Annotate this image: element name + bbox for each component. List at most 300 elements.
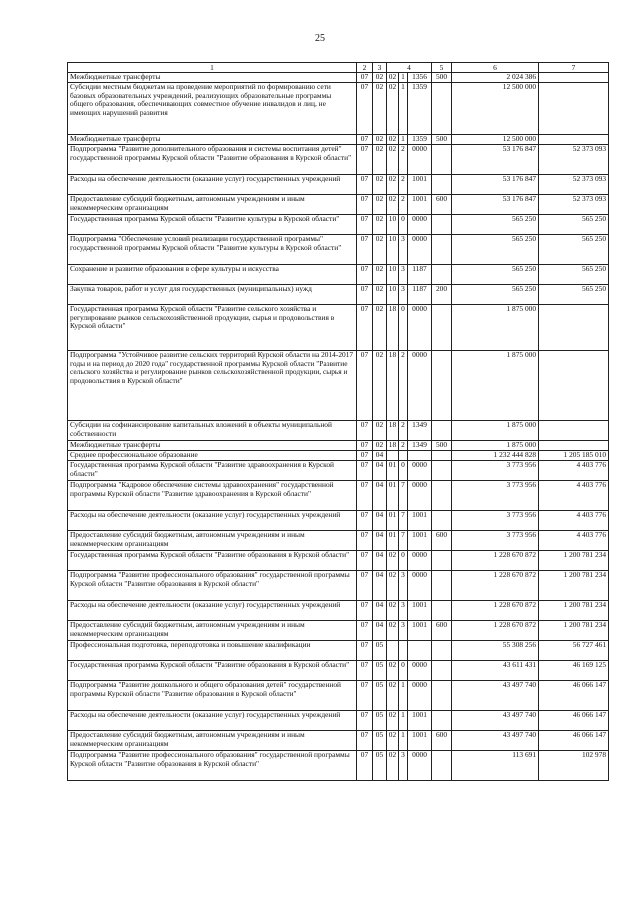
row-subprogram: 7 [399, 511, 408, 531]
row-direction: 1001 [408, 621, 432, 641]
row-expense-type [432, 351, 452, 421]
row-amount-year2: 1 200 781 234 [539, 551, 609, 571]
row-subsection: 02 [373, 305, 387, 351]
row-program: 02 [387, 731, 399, 751]
row-subsection: 02 [373, 135, 387, 145]
row-program: 10 [387, 265, 399, 285]
table-row [68, 175, 609, 195]
row-amount-year1: 43 611 431 [452, 661, 539, 681]
row-name: Подпрограмма "Развитие дошкольного и общего образования детей" государственной программы Курской области "Развитие образования в Курской области" [68, 681, 357, 711]
row-section: 07 [357, 195, 373, 215]
row-subsection: 02 [373, 215, 387, 235]
row-amount-year1: 565 250 [452, 265, 539, 285]
row-program: 10 [387, 215, 399, 235]
row-amount-year1: 1 875 000 [452, 441, 539, 451]
table-row [68, 215, 609, 235]
row-subprogram [399, 451, 408, 461]
row-section: 07 [357, 571, 373, 601]
table-row [68, 571, 609, 601]
row-amount-year1: 1 228 670 872 [452, 551, 539, 571]
row-amount-year1: 565 250 [452, 235, 539, 265]
row-subprogram: 3 [399, 751, 408, 781]
row-amount-year2: 52 373 093 [539, 195, 609, 215]
row-amount-year1: 43 497 740 [452, 711, 539, 731]
row-name: Подпрограмма "Развитие профессионального образования" государственной программы Курской области "Развитие образования в Курской области" [68, 751, 357, 781]
row-direction: 1349 [408, 441, 432, 451]
row-program: 01 [387, 531, 399, 551]
row-program: 01 [387, 481, 399, 511]
row-amount-year2: 4 403 776 [539, 481, 609, 511]
row-subprogram: 0 [399, 305, 408, 351]
row-expense-type [432, 215, 452, 235]
row-subprogram: 7 [399, 481, 408, 511]
row-amount-year1: 3 773 956 [452, 481, 539, 511]
row-subprogram: 0 [399, 551, 408, 571]
row-section: 07 [357, 621, 373, 641]
row-section: 07 [357, 751, 373, 781]
row-section: 07 [357, 451, 373, 461]
row-program: 10 [387, 235, 399, 265]
row-program [387, 451, 399, 461]
row-section: 07 [357, 235, 373, 265]
table-row [68, 351, 609, 421]
row-amount-year1: 53 176 847 [452, 195, 539, 215]
row-program: 02 [387, 711, 399, 731]
row-subsection: 05 [373, 641, 387, 661]
row-amount-year1: 113 691 [452, 751, 539, 781]
row-expense-type [432, 175, 452, 195]
header-col-6: 6 [452, 63, 539, 73]
row-name: Подпрограмма "Развитие дополнительного образования и системы воспитания детей" государственной программы Курской области "Развитие образования в Курской области" [68, 145, 357, 175]
row-amount-year2 [539, 351, 609, 421]
table-row [68, 661, 609, 681]
row-subprogram [399, 641, 408, 661]
row-amount-year2: 46 066 147 [539, 711, 609, 731]
row-subsection: 05 [373, 661, 387, 681]
row-name: Субсидии на софинансирование капитальных вложений в объекты муниципальной собственности [68, 421, 357, 441]
row-subprogram: 2 [399, 441, 408, 451]
row-subprogram: 1 [399, 731, 408, 751]
row-amount-year1: 3 773 956 [452, 531, 539, 551]
table-row [68, 731, 609, 751]
row-subprogram: 2 [399, 175, 408, 195]
row-name: Сохранение и развитие образования в сфере культуры и искусства [68, 265, 357, 285]
table-row [68, 135, 609, 145]
row-amount-year2: 4 403 776 [539, 531, 609, 551]
row-subprogram: 3 [399, 571, 408, 601]
row-name: Закупка товаров, работ и услуг для государственных (муниципальных) нужд [68, 285, 357, 305]
row-section: 07 [357, 351, 373, 421]
table-row [68, 305, 609, 351]
row-amount-year1: 3 773 956 [452, 511, 539, 531]
row-subsection: 02 [373, 421, 387, 441]
row-expense-type: 500 [432, 135, 452, 145]
row-direction: 0000 [408, 145, 432, 175]
row-amount-year1: 1 228 670 872 [452, 571, 539, 601]
row-direction: 0000 [408, 461, 432, 481]
row-subprogram: 7 [399, 531, 408, 551]
row-name: Государственная программа Курской области "Развитие культуры в Курской области" [68, 215, 357, 235]
row-direction: 1001 [408, 531, 432, 551]
row-section: 07 [357, 531, 373, 551]
table-body [68, 73, 609, 781]
row-expense-type [432, 451, 452, 461]
row-amount-year2 [539, 83, 609, 135]
row-amount-year2 [539, 135, 609, 145]
row-expense-type [432, 461, 452, 481]
table-row [68, 441, 609, 451]
row-amount-year2: 46 066 147 [539, 731, 609, 751]
row-program: 02 [387, 661, 399, 681]
row-expense-type: 200 [432, 285, 452, 305]
row-subsection: 04 [373, 481, 387, 511]
row-amount-year2: 565 250 [539, 235, 609, 265]
row-subsection: 02 [373, 195, 387, 215]
table-row [68, 641, 609, 661]
row-direction: 1001 [408, 511, 432, 531]
row-section: 07 [357, 641, 373, 661]
row-program: 02 [387, 571, 399, 601]
row-section: 07 [357, 421, 373, 441]
row-expense-type [432, 145, 452, 175]
table-row [68, 145, 609, 175]
row-subsection: 05 [373, 731, 387, 751]
row-section: 07 [357, 481, 373, 511]
row-subsection: 02 [373, 83, 387, 135]
row-expense-type [432, 681, 452, 711]
table-row [68, 531, 609, 551]
table-row [68, 681, 609, 711]
header-col-7: 7 [539, 63, 609, 73]
table-row [68, 235, 609, 265]
row-program: 10 [387, 285, 399, 305]
row-amount-year1: 3 773 956 [452, 461, 539, 481]
row-amount-year1: 2 024 386 [452, 73, 539, 83]
row-subprogram: 2 [399, 195, 408, 215]
row-subprogram: 0 [399, 215, 408, 235]
row-amount-year2 [539, 441, 609, 451]
row-section: 07 [357, 83, 373, 135]
row-amount-year1: 1 875 000 [452, 305, 539, 351]
row-direction: 1359 [408, 135, 432, 145]
row-program: 02 [387, 83, 399, 135]
row-expense-type [432, 511, 452, 531]
row-subsection: 02 [373, 265, 387, 285]
row-direction: 0000 [408, 681, 432, 711]
row-program: 18 [387, 351, 399, 421]
row-direction: 1001 [408, 601, 432, 621]
row-subsection: 02 [373, 175, 387, 195]
row-amount-year2: 56 727 461 [539, 641, 609, 661]
row-section: 07 [357, 305, 373, 351]
row-name: Межбюджетные трансферты [68, 135, 357, 145]
row-subsection: 05 [373, 711, 387, 731]
row-subsection: 04 [373, 621, 387, 641]
row-name: Предоставление субсидий бюджетным, автономным учреждениям и иным некоммерческим организациям [68, 195, 357, 215]
row-direction: 0000 [408, 661, 432, 681]
row-subprogram: 1 [399, 681, 408, 711]
row-subsection: 04 [373, 531, 387, 551]
row-subprogram: 0 [399, 461, 408, 481]
table-row [68, 711, 609, 731]
row-direction: 0000 [408, 305, 432, 351]
row-expense-type [432, 235, 452, 265]
row-subprogram: 2 [399, 421, 408, 441]
row-expense-type [432, 571, 452, 601]
row-subsection: 02 [373, 73, 387, 83]
row-program: 02 [387, 73, 399, 83]
row-name: Предоставление субсидий бюджетным, автономным учреждениям и иным некоммерческим организациям [68, 531, 357, 551]
header-col-3: 3 [373, 63, 387, 73]
row-subsection: 02 [373, 235, 387, 265]
row-section: 07 [357, 681, 373, 711]
row-name: Расходы на обеспечение деятельности (оказание услуг) государственных учреждений [68, 511, 357, 531]
row-amount-year1: 1 875 000 [452, 421, 539, 441]
row-name: Расходы на обеспечение деятельности (оказание услуг) государственных учреждений [68, 601, 357, 621]
row-name: Государственная программа Курской области "Развитие сельского хозяйства и регулирование рынков сельскохозяйственной продукции, сырья и продовольствия в Курской области" [68, 305, 357, 351]
row-section: 07 [357, 551, 373, 571]
row-name: Подпрограмма "Развитие профессионального образования" государственной программы Курской области "Развитие образования в Курской области" [68, 571, 357, 601]
row-amount-year2: 1 205 185 010 [539, 451, 609, 461]
row-name: Предоставление субсидий бюджетным, автономным учреждениям и иным некоммерческим организациям [68, 731, 357, 751]
row-name: Расходы на обеспечение деятельности (оказание услуг) государственных учреждений [68, 711, 357, 731]
table-row [68, 73, 609, 83]
table-row [68, 285, 609, 305]
row-program: 02 [387, 145, 399, 175]
row-subprogram: 2 [399, 145, 408, 175]
row-program: 18 [387, 421, 399, 441]
row-section: 07 [357, 285, 373, 305]
row-expense-type [432, 601, 452, 621]
row-amount-year1: 55 308 256 [452, 641, 539, 661]
row-direction: 1187 [408, 265, 432, 285]
row-expense-type: 600 [432, 195, 452, 215]
row-section: 07 [357, 145, 373, 175]
row-amount-year2: 1 200 781 234 [539, 621, 609, 641]
row-amount-year1: 1 228 670 872 [452, 601, 539, 621]
row-section: 07 [357, 265, 373, 285]
row-name: Межбюджетные трансферты [68, 441, 357, 451]
row-amount-year2: 102 978 [539, 751, 609, 781]
row-direction: 1187 [408, 285, 432, 305]
row-program [387, 641, 399, 661]
row-section: 07 [357, 601, 373, 621]
row-amount-year2: 46 169 125 [539, 661, 609, 681]
row-direction: 0000 [408, 351, 432, 421]
row-section: 07 [357, 731, 373, 751]
table-row [68, 511, 609, 531]
row-expense-type: 500 [432, 441, 452, 451]
row-direction: 0000 [408, 751, 432, 781]
row-subprogram: 2 [399, 351, 408, 421]
row-amount-year2: 52 373 093 [539, 175, 609, 195]
row-subsection: 02 [373, 441, 387, 451]
row-subsection: 04 [373, 461, 387, 481]
row-expense-type [432, 265, 452, 285]
row-program: 18 [387, 305, 399, 351]
row-amount-year1: 43 497 740 [452, 731, 539, 751]
row-amount-year2: 565 250 [539, 265, 609, 285]
row-expense-type [432, 711, 452, 731]
row-subsection: 05 [373, 751, 387, 781]
table-row [68, 83, 609, 135]
row-direction: 0000 [408, 571, 432, 601]
row-amount-year2: 52 373 093 [539, 145, 609, 175]
row-expense-type: 500 [432, 73, 452, 83]
row-expense-type [432, 551, 452, 571]
row-amount-year2: 46 066 147 [539, 681, 609, 711]
row-name: Межбюджетные трансферты [68, 73, 357, 83]
row-name: Расходы на обеспечение деятельности (оказание услуг) государственных учреждений [68, 175, 357, 195]
row-program: 02 [387, 195, 399, 215]
row-name: Субсидии местным бюджетам на проведение мероприятий по формированию сети базовых образовательных учреждений, реализующих образовательные программы общего образования, обеспечивающих совместное обучение инвалидов и лиц, не имеющих нарушений развития [68, 83, 357, 135]
row-program: 02 [387, 681, 399, 711]
table-row [68, 421, 609, 441]
row-direction [408, 451, 432, 461]
row-amount-year1: 12 500 000 [452, 135, 539, 145]
row-subprogram: 3 [399, 285, 408, 305]
row-program: 01 [387, 511, 399, 531]
row-direction: 1001 [408, 711, 432, 731]
row-subsection: 04 [373, 451, 387, 461]
row-program: 18 [387, 441, 399, 451]
row-section: 07 [357, 215, 373, 235]
row-name: Подпрограмма "Обеспечение условий реализации государственной программы" государственной программы Курской области "Развитие культуры в Курской области" [68, 235, 357, 265]
table-header-row [68, 63, 609, 73]
row-section: 07 [357, 73, 373, 83]
table-row [68, 601, 609, 621]
row-amount-year2: 565 250 [539, 285, 609, 305]
table-row [68, 621, 609, 641]
row-expense-type [432, 83, 452, 135]
row-amount-year2: 4 403 776 [539, 511, 609, 531]
row-program: 02 [387, 175, 399, 195]
row-section: 07 [357, 711, 373, 731]
row-name: Подпрограмма "Устойчивое развитие сельских территорий Курской области на 2014-2017 годы и на период до 2020 года" государственной программы Курской области "Развитие сельского хозяйства и регулирование рынков сельскохозяйственной продукции, сырья и продовольствия в Курской области" [68, 351, 357, 421]
row-amount-year2 [539, 421, 609, 441]
row-subsection: 02 [373, 145, 387, 175]
row-amount-year2 [539, 73, 609, 83]
table-row [68, 551, 609, 571]
row-amount-year1: 1 232 444 828 [452, 451, 539, 461]
row-subsection: 04 [373, 571, 387, 601]
row-expense-type [432, 481, 452, 511]
row-program: 02 [387, 601, 399, 621]
row-amount-year2: 1 200 781 234 [539, 601, 609, 621]
table-row [68, 481, 609, 511]
header-col-4: 4 [387, 63, 432, 73]
row-direction: 0000 [408, 551, 432, 571]
row-subprogram: 1 [399, 711, 408, 731]
row-program: 01 [387, 461, 399, 481]
row-subprogram: 1 [399, 73, 408, 83]
row-direction: 1001 [408, 195, 432, 215]
header-col-5: 5 [432, 63, 452, 73]
row-amount-year1: 43 497 740 [452, 681, 539, 711]
row-program: 02 [387, 551, 399, 571]
row-amount-year1: 565 250 [452, 215, 539, 235]
row-subprogram: 1 [399, 135, 408, 145]
page-number: 25 [315, 33, 325, 44]
row-program: 02 [387, 135, 399, 145]
row-subsection: 04 [373, 511, 387, 531]
row-subprogram: 1 [399, 83, 408, 135]
row-program: 02 [387, 751, 399, 781]
row-subsection: 02 [373, 351, 387, 421]
table-row [68, 451, 609, 461]
row-amount-year2: 1 200 781 234 [539, 571, 609, 601]
row-expense-type: 600 [432, 531, 452, 551]
row-amount-year1: 53 176 847 [452, 175, 539, 195]
row-section: 07 [357, 135, 373, 145]
row-direction: 1359 [408, 83, 432, 135]
row-direction [408, 641, 432, 661]
row-expense-type [432, 641, 452, 661]
row-subprogram: 3 [399, 601, 408, 621]
row-subsection: 05 [373, 681, 387, 711]
row-expense-type: 600 [432, 731, 452, 751]
row-amount-year1: 1 228 670 872 [452, 621, 539, 641]
row-section: 07 [357, 511, 373, 531]
row-amount-year2: 565 250 [539, 215, 609, 235]
row-amount-year2: 4 403 776 [539, 461, 609, 481]
table-row [68, 751, 609, 781]
row-amount-year1: 565 250 [452, 285, 539, 305]
row-name: Государственная программа Курской области "Развитие образования в Курской области" [68, 551, 357, 571]
row-direction: 1001 [408, 175, 432, 195]
row-expense-type [432, 661, 452, 681]
row-program: 02 [387, 621, 399, 641]
row-direction: 1001 [408, 731, 432, 751]
table-row [68, 265, 609, 285]
row-name: Государственная программа Курской области "Развитие здравоохранения в Курской области" [68, 461, 357, 481]
header-col-2: 2 [357, 63, 373, 73]
row-subprogram: 3 [399, 621, 408, 641]
budget-table [67, 62, 609, 781]
row-section: 07 [357, 461, 373, 481]
table-row [68, 461, 609, 481]
row-expense-type [432, 421, 452, 441]
row-subprogram: 3 [399, 265, 408, 285]
row-expense-type: 600 [432, 621, 452, 641]
row-section: 07 [357, 661, 373, 681]
row-expense-type [432, 751, 452, 781]
row-subsection: 02 [373, 285, 387, 305]
row-amount-year1: 1 875 000 [452, 351, 539, 421]
row-section: 07 [357, 175, 373, 195]
row-direction: 0000 [408, 481, 432, 511]
header-col-1: 1 [68, 63, 357, 73]
row-direction: 0000 [408, 235, 432, 265]
row-direction: 0000 [408, 215, 432, 235]
row-subsection: 04 [373, 601, 387, 621]
row-section: 07 [357, 441, 373, 451]
row-direction: 1356 [408, 73, 432, 83]
row-name: Профессиональная подготовка, переподготовка и повышение квалификации [68, 641, 357, 661]
table-row [68, 195, 609, 215]
row-name: Государственная программа Курской области "Развитие образования в Курской области" [68, 661, 357, 681]
row-expense-type [432, 305, 452, 351]
row-subprogram: 3 [399, 235, 408, 265]
row-name: Среднее профессиональное образование [68, 451, 357, 461]
row-amount-year1: 53 176 847 [452, 145, 539, 175]
row-direction: 1349 [408, 421, 432, 441]
row-amount-year2 [539, 305, 609, 351]
row-amount-year1: 12 500 000 [452, 83, 539, 135]
row-name: Подпрограмма "Кадровое обеспечение системы здравоохранения" государственной программы Курской области "Развитие здравоохранения в Курской области" [68, 481, 357, 511]
row-subprogram: 0 [399, 661, 408, 681]
row-subsection: 04 [373, 551, 387, 571]
